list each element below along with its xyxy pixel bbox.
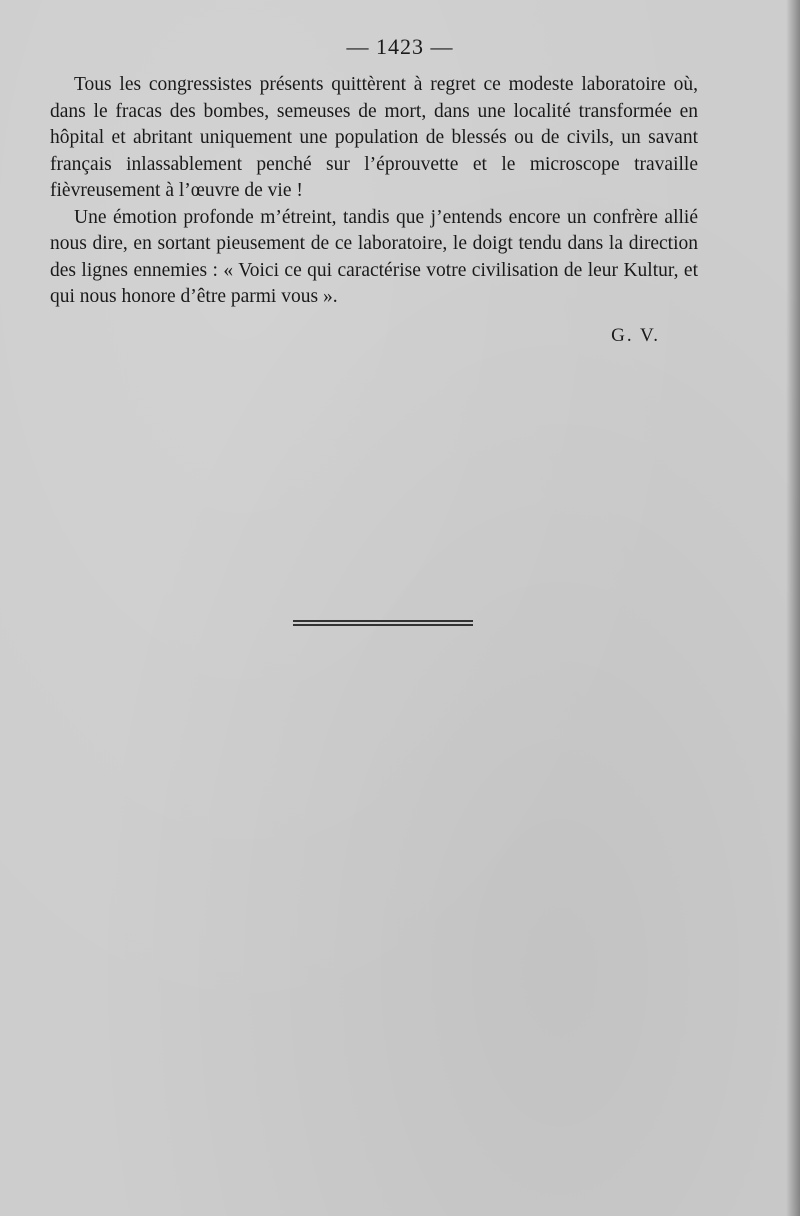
body-text bbox=[50, 72, 698, 311]
signature: G. V. bbox=[611, 325, 660, 346]
paragraph-1: Tous les congressistes présents quittèrent à regret ce modeste laboratoire où, dans le fracas des bombes, semeuses de mort, dans une localité transformée en hôpital et abritant uniquement une population de blessés ou de civils, un savant français inlassablement penché sur l’éprouvette et le microscope travaille fièvreusement à l’œuvre de vie ! bbox=[50, 74, 698, 201]
double-rule-divider bbox=[293, 620, 473, 626]
page-edge-shadow bbox=[786, 0, 800, 1216]
page-number: — 1423 — bbox=[346, 34, 454, 59]
paragraph-2: Une émotion profonde m’étreint, tandis que j’entends encore un confrère allié nous dire, en sortant pieusement de ce laboratoire, le doigt tendu dans la direction des lignes ennemies : « Voici ce qui caractérise votre civilisation de leur Kultur, et qui nous honore d’être parmi vous ». bbox=[50, 206, 698, 307]
